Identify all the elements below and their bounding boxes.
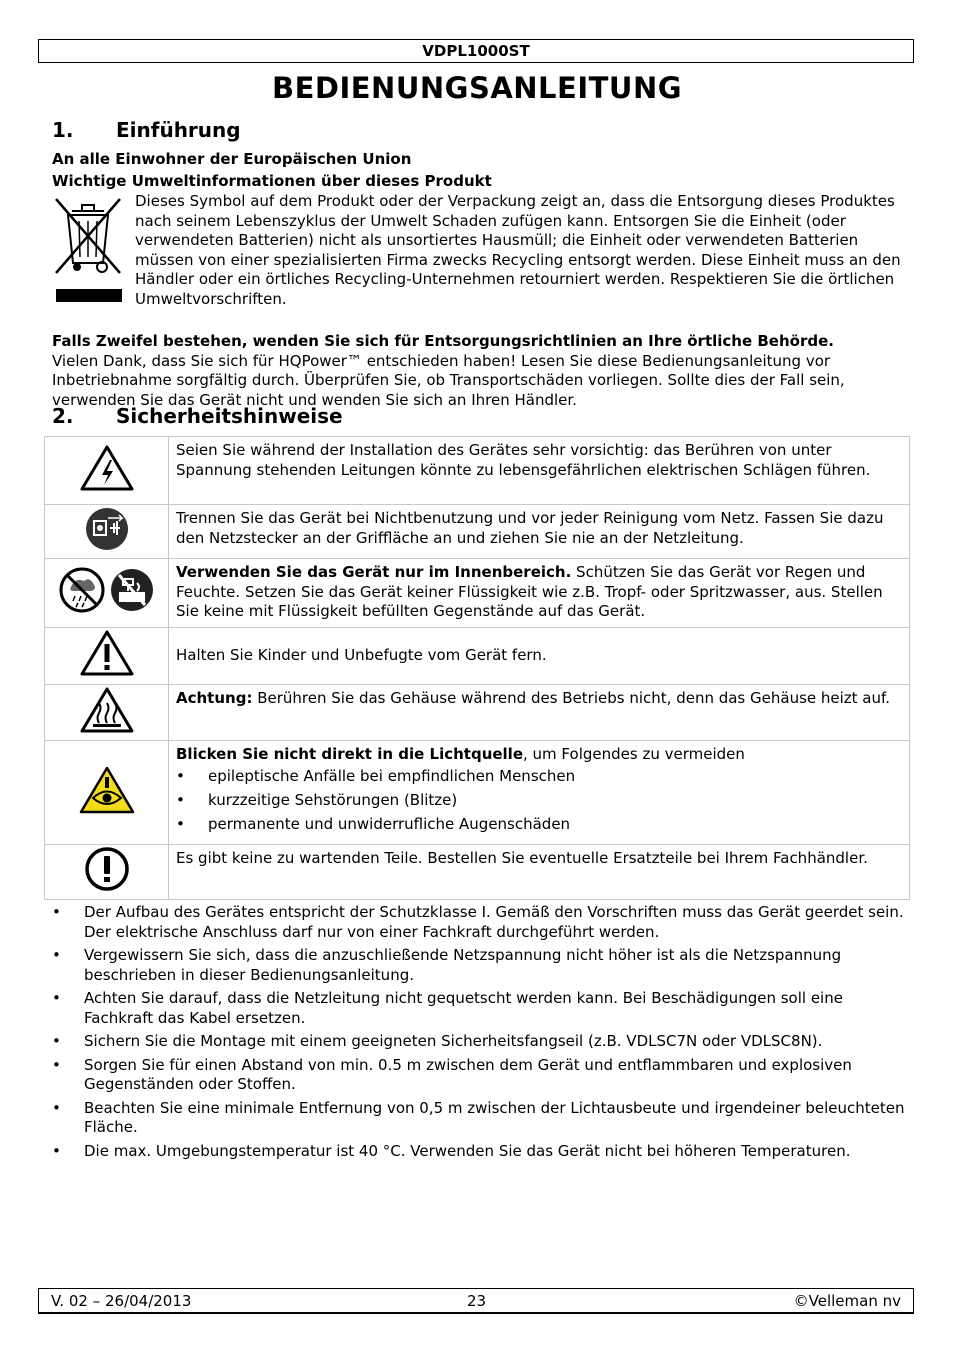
eye-hazard-list: [176, 767, 903, 835]
safety-table: [44, 436, 910, 900]
safety-row: [45, 505, 910, 559]
environment-subheading: Wichtige Umweltinformationen über dieses Produkt: [52, 172, 492, 190]
list-item: • Sorgen Sie für einen Abstand von min. 0.5 m zwischen dem Gerät und entflammbaren und explosiven Gegenständen oder Stoffen.: [52, 1056, 912, 1095]
footer-version: V. 02 – 26/04/2013: [51, 1292, 192, 1310]
exclamation-circle-icon: [83, 845, 131, 893]
list-item: • Sichern Sie die Montage mit einem geeigneten Sicherheitsfangseil (z.B. VDLSC7N oder VDLSC8N).: [52, 1032, 912, 1052]
safety-text: Halten Sie Kinder und Unbefugte vom Gerät fern.: [169, 628, 910, 685]
safety-text-bold: Verwenden Sie das Gerät nur im Innenbereich.: [176, 563, 572, 581]
safety-notes-list: [52, 903, 912, 1165]
safety-text-rest: Berühren Sie das Gehäuse während des Betriebs nicht, denn das Gehäuse heizt auf.: [252, 688, 890, 707]
safety-text: [169, 684, 910, 741]
section-2-title: Sicherheitshinweise: [116, 404, 343, 428]
safety-row: [45, 684, 910, 741]
header-model: VDPL1000ST: [38, 39, 914, 63]
no-rain-no-liquid-icon: [57, 565, 157, 615]
safety-text: Trennen Sie das Gerät bei Nichtbenutzung und vor jeder Reinigung vom Netz. Fassen Sie dazu den Netzstecker an der Griffläche an und ziehen Sie nie an der Netzleitung.: [169, 505, 910, 559]
safety-text: Seien Sie während der Installation des Gerätes sehr vorsichtig: das Berühren von unter Spannung stehenden Leitungen könnte zu lebensgefährlichen elektrischen Schlägen führen.: [169, 437, 910, 505]
safety-text: [169, 741, 910, 845]
safety-icon-cell: [45, 741, 169, 845]
section-1-heading: [52, 117, 241, 143]
safety-text-rest: , um Folgendes zu vermeiden: [523, 745, 745, 763]
footer-page-number: 23: [467, 1292, 487, 1310]
list-item: • Der Aufbau des Gerätes entspricht der Schutzklasse I. Gemäß den Vorschriften muss das Gerät geerdet sein. Der elektrische Anschluss darf nur von einer Fachkraft durchgeführt werden.: [52, 903, 912, 942]
safety-text: Es gibt keine zu wartenden Teile. Bestellen Sie eventuelle Ersatzteile bei Ihrem Fachhändler.: [169, 844, 910, 899]
general-warning-icon: [79, 628, 135, 678]
section-1-title: Einführung: [116, 118, 241, 142]
page-footer: [38, 1288, 914, 1314]
safety-icon-cell: [45, 628, 169, 685]
list-item: • epileptische Anfälle bei empfindlichen Menschen: [176, 767, 903, 787]
safety-row: [45, 437, 910, 505]
safety-icon-cell: [45, 684, 169, 741]
safety-icon-cell: [45, 505, 169, 559]
eu-subheading: An alle Einwohner der Europäischen Union: [52, 150, 412, 168]
high-voltage-warning-icon: [79, 443, 135, 493]
list-item: • Vergewissern Sie sich, dass die anzuschließende Netzspannung nicht höher ist als die Netzspannung beschrieben in dieser Bedienungsanleitung.: [52, 946, 912, 985]
safety-row: [45, 741, 910, 845]
disposal-notice: Falls Zweifel bestehen, wenden Sie sich für Entsorgungsrichtlinien an Ihre örtliche Behörde.: [52, 332, 834, 350]
list-item: • kurzzeitige Sehstörungen (Blitze): [176, 791, 903, 811]
footer-copyright: ©Velleman nv: [793, 1292, 901, 1310]
safety-row: [45, 844, 910, 899]
list-item: • permanente und unwiderrufliche Augenschäden: [176, 815, 903, 835]
section-1-number: 1.: [52, 118, 74, 142]
safety-text-bold: Achtung:: [176, 688, 253, 707]
eye-hazard-icon: [79, 765, 135, 815]
safety-icon-cell: [45, 559, 169, 628]
list-item: • Die max. Umgebungstemperatur ist 40 °C. Verwenden Sie das Gerät nicht bei höheren Temperaturen.: [52, 1142, 912, 1162]
safety-icon-cell: [45, 844, 169, 899]
safety-icon-cell: [45, 437, 169, 505]
intro-block: [52, 332, 912, 410]
list-item: • Beachten Sie eine minimale Entfernung von 0,5 m zwischen der Lichtausbeute und irgendeiner beleuchteten Fläche.: [52, 1099, 912, 1138]
safety-text-rest: Schützen Sie das Gerät vor Regen und Feuchte. Setzen Sie das Gerät keiner Flüssigkeit wie z.B. Tropf- oder Spritzwasser, aus. Stellen Sie keine mit Flüssigkeit befüllten Gegenstände auf das Gerät.: [176, 563, 883, 620]
section-2-heading: [52, 403, 343, 429]
hot-surface-icon: [79, 685, 135, 735]
safety-text-bold: Blicken Sie nicht direkt in die Lichtquelle: [176, 745, 523, 763]
safety-row: [45, 559, 910, 628]
list-item: • Achten Sie darauf, dass die Netzleitung nicht gequetscht werden kann. Bei Beschädigungen soll eine Fachkraft das Kabel ersetzen.: [52, 989, 912, 1028]
weee-bin-icon: [52, 193, 124, 305]
safety-row: [45, 628, 910, 685]
thanks-paragraph: Vielen Dank, dass Sie sich für HQPower™ entschieden haben! Lesen Sie diese Bedienungsanleitung vor Inbetriebnahme sorgfältig durch. Überprüfen Sie, ob Transportschäden vorliegen. Sollte dies der Fall sein, verwenden Sie das Gerät nicht und wenden Sie sich an Ihren Händler.: [52, 351, 845, 409]
weee-paragraph: Dieses Symbol auf dem Produkt oder der Verpackung zeigt an, dass die Entsorgung dieses Produktes nach seinem Lebenszyklus der Umwelt Schaden zufügen kann. Entsorgen Sie die Einheit (oder verwendeten Batterien) nicht als unsortiertes Hausmüll; die Einheit oder verwendeten Batterien müssen von einer spezialisierten Firma zwecks Recycling entsorgt werden. Diese Einheit muss an den Händler oder ein örtliches Recycling-Unternehmen retourniert werden. Respektieren Sie die örtlichen Umweltvorschriften.: [135, 192, 901, 308]
unplug-icon: [84, 506, 130, 552]
page-title: BEDIENUNGSANLEITUNG: [271, 71, 683, 105]
safety-text: [169, 559, 910, 628]
section-2-number: 2.: [52, 404, 74, 428]
